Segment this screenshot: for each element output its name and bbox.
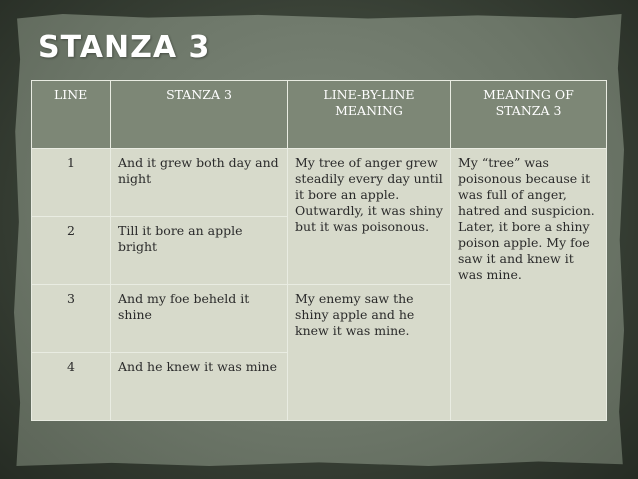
line-number: 4 [32,353,111,421]
stanza-meaning: My “tree” was poisonous because it was full of anger, hatred and suspicion. Later, it bore a shiny poison apple. My foe saw it and knew it was mine. [451,149,607,421]
stanza-table [31,80,607,421]
header-stanza: STANZA 3 [111,81,288,149]
slide-title: STANZA 3 [38,30,211,65]
line-number: 2 [32,217,111,285]
stanza-line: And it grew both day and night [111,149,288,217]
header-row [32,81,607,149]
header-line: LINE [32,81,111,149]
line-meaning: My enemy saw the shiny apple and he knew it was mine. [288,285,451,421]
line-meaning: My tree of anger grew steadily every day until it bore an apple. Outwardly, it was shiny but it was poisonous. [288,149,451,285]
stanza-line: Till it bore an apple bright [111,217,288,285]
header-stanza-meaning: MEANING OF STANZA 3 [451,81,607,149]
table-row [32,149,607,217]
line-number: 3 [32,285,111,353]
line-number: 1 [32,149,111,217]
header-line-meaning: LINE-BY-LINE MEANING [288,81,451,149]
stanza-line: And he knew it was mine [111,353,288,421]
stanza-line: And my foe beheld it shine [111,285,288,353]
